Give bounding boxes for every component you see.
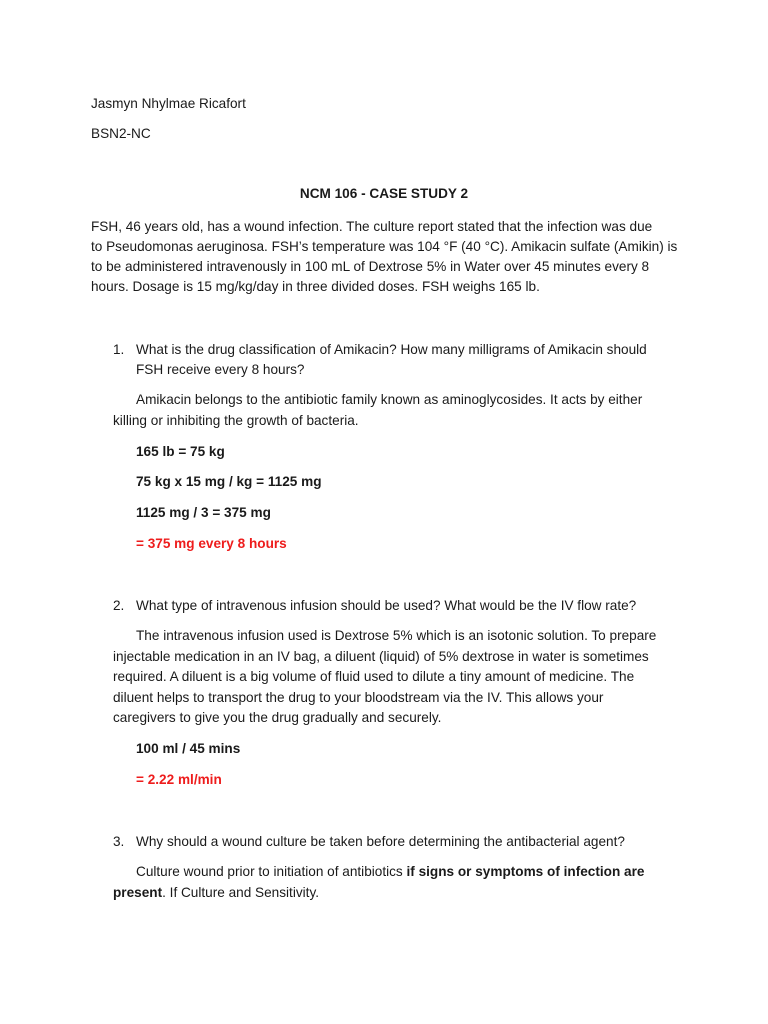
question-text: What is the drug classification of Amikacin? How many milligrams of Amikacin should	[136, 342, 647, 357]
question-number: 2.	[113, 598, 125, 613]
answer-text-regular: . If Culture and Sensitivity.	[162, 885, 320, 900]
calculation-line: 100 ml / 45 mins	[136, 741, 241, 756]
author-name: Jasmyn Nhylmae Ricafort	[91, 96, 246, 111]
question-number: 1.	[113, 342, 125, 357]
answer-text	[113, 883, 319, 904]
intro-line: hours. Dosage is 15 mg/kg/day in three divided doses. FSH weighs 165 lb.	[91, 279, 540, 294]
calculation-line: 75 kg x 15 mg / kg = 1125 mg	[136, 474, 322, 489]
question-text: Why should a wound culture be taken before determining the antibacterial agent?	[136, 834, 625, 849]
answer-text: required. A diluent is a big volume of fluid used to dilute a tiny amount of medicine. The	[113, 669, 635, 684]
answer-text: caregivers to give you the drug gradually and securely.	[113, 710, 442, 725]
intro-line: FSH, 46 years old, has a wound infection. The culture report stated that the infection was due	[91, 219, 653, 234]
calculation-line: 1125 mg / 3 = 375 mg	[136, 505, 271, 520]
question-number: 3.	[113, 834, 125, 849]
result-line: = 2.22 ml/min	[136, 772, 222, 787]
question-text: What type of intravenous infusion should be used? What would be the IV flow rate?	[136, 598, 637, 613]
answer-text: Amikacin belongs to the antibiotic family known as aminoglycosides. It acts by either	[136, 392, 643, 407]
answer-text-regular: Culture wound prior to initiation of antibiotics	[136, 864, 407, 879]
answer-text: killing or inhibiting the growth of bacteria.	[113, 413, 359, 428]
answer-text	[136, 862, 644, 883]
intro-line: to be administered intravenously in 100 mL of Dextrose 5% in Water over 45 minutes every 8	[91, 259, 650, 274]
question-text: FSH receive every 8 hours?	[136, 362, 305, 377]
intro-line: to Pseudomonas aeruginosa. FSH’s temperature was 104 °F (40 °C). Amikacin sulfate (Amikin) is	[91, 239, 678, 254]
answer-text: diluent helps to transport the drug to your bloodstream via the IV. This allows your	[113, 690, 604, 705]
document-title: NCM 106 - CASE STUDY 2	[299, 186, 469, 201]
answer-text: The intravenous infusion used is Dextrose 5% which is an isotonic solution. To prepare	[136, 628, 657, 643]
answer-text-bold: if signs or symptoms of infection are	[406, 864, 645, 879]
answer-text-bold: present	[113, 885, 163, 900]
section-label: BSN2-NC	[91, 126, 151, 141]
calculation-line: 165 lb = 75 kg	[136, 444, 225, 459]
result-line: = 375 mg every 8 hours	[136, 536, 287, 551]
answer-text: injectable medication in an IV bag, a diluent (liquid) of 5% dextrose in water is sometimes	[113, 649, 649, 664]
